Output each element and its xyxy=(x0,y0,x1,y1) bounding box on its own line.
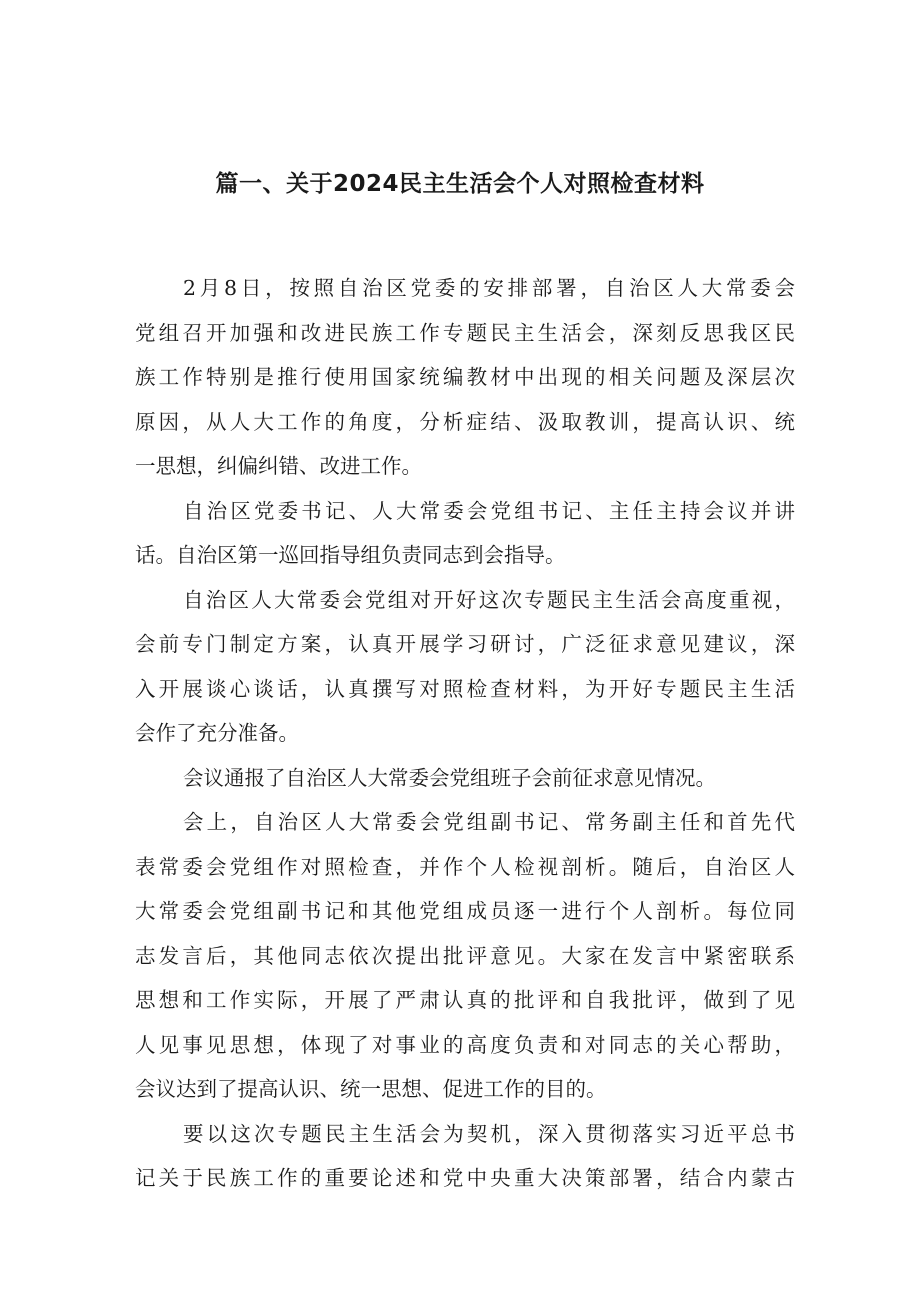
text-line: 党组召开加强和改进民族工作专题民主生活会，深刻反思我区民 xyxy=(135,320,795,345)
text-line: 话。自治区第一巡回指导组负责同志到会指导。 xyxy=(135,543,566,567)
paragraph xyxy=(135,266,795,489)
text-line: 大常委会党组副书记和其他党组成员逐一进行个人剖析。每位同 xyxy=(135,899,795,923)
text-line: 一思想，纠偏纠错、改进工作。 xyxy=(135,454,422,478)
text-line: 思想和工作实际，开展了严肃认真的批评和自我批评，做到了见 xyxy=(135,988,795,1012)
text-line: 自治区人大常委会党组对开好这次专题民主生活会高度重视， xyxy=(183,587,795,612)
text-line: 会作了充分准备。 xyxy=(135,721,299,745)
text-line: 会上，自治区人大常委会党组副书记、常务副主任和首先代 xyxy=(183,810,795,834)
paragraph xyxy=(135,800,795,1112)
paragraph xyxy=(135,1112,795,1201)
text-line: 族工作特别是推行使用国家统编教材中出现的相关问题及深层次 xyxy=(135,365,795,389)
text-line: 志发言后，其他同志依次提出批评意见。大家在发言中紧密联系 xyxy=(135,943,795,968)
text-line: 2月8日，按照自治区党委的安排部署，自治区人大常委会 xyxy=(183,276,795,300)
paragraph xyxy=(135,578,795,756)
text-line: 会议通报了自治区人大常委会党组班子会前征求意见情况。 xyxy=(183,765,716,790)
text-line: 会前专门制定方案，认真开展学习研讨，广泛征求意见建议，深 xyxy=(135,632,795,656)
text-line: 入开展谈心谈话，认真撰写对照检查材料，为开好专题民主生活 xyxy=(135,676,795,701)
document-title: 篇一、关于2024民主生活会个人对照检查材料 xyxy=(215,171,705,197)
document-body xyxy=(135,266,795,1201)
text-line: 表常委会党组作对照检查，并作个人检视剖析。随后，自治区人 xyxy=(135,854,795,879)
text-line: 原因，从人大工作的角度，分析症结、汲取教训，提高认识、统 xyxy=(135,409,795,434)
text-line: 人见事见思想，体现了对事业的高度负责和对同志的关心帮助， xyxy=(135,1032,795,1057)
paragraph xyxy=(135,756,795,801)
text-line: 记关于民族工作的重要论述和党中央重大决策部署，结合内蒙古 xyxy=(135,1166,795,1190)
text-line: 自治区党委书记、人大常委会党组书记、主任主持会议并讲 xyxy=(183,498,795,523)
text-line: 要以这次专题民主生活会为契机，深入贯彻落实习近平总书 xyxy=(183,1121,795,1146)
text-line: 会议达到了提高认识、统一思想、促进工作的目的。 xyxy=(135,1077,607,1101)
paragraph xyxy=(135,489,795,578)
